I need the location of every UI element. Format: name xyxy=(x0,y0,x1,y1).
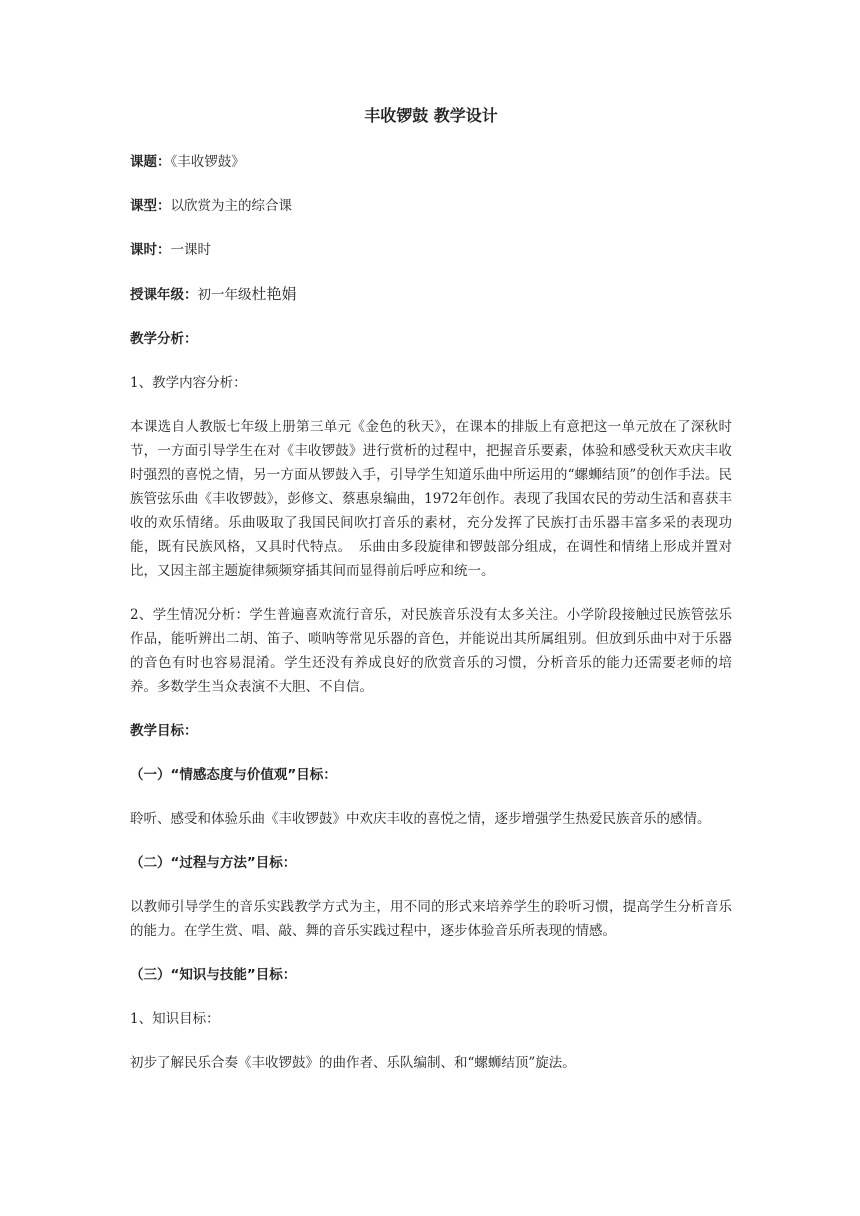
grade-line xyxy=(130,282,732,307)
lesson-type-value: 以欣赏为主的综合课 xyxy=(170,198,292,214)
emotion-goal-heading: （一）“情感态度与价值观”目标： xyxy=(130,767,337,783)
student-analysis-paragraph: 2、学生情况分析：学生普遍喜欢流行音乐，对民族音乐没有太多关注。小学阶段接触过民族管弦乐作品，能听辨出二胡、笛子、唢呐等常见乐器的音色，并能说出其所属组别。但放到乐曲中对于乐器的音色有时也容易混淆。学生还没有养成良好的欣赏音乐的习惯，分析音乐的能力还需要老师的培养。多数学生当众表演不大胆、不自信。 xyxy=(130,607,732,695)
goals-heading: 教学目标： xyxy=(130,723,198,739)
emotion-goal-paragraph: 聆听、感受和体验乐曲《丰收锣鼓》中欢庆丰收的喜悦之情，逐步增强学生热爱民族音乐的感情。 xyxy=(130,811,711,827)
class-hours-line xyxy=(130,238,732,262)
topic-value: 《丰收锣鼓》 xyxy=(170,154,245,170)
topic-line xyxy=(130,150,732,174)
class-hours-label: 课时： xyxy=(130,242,171,258)
document-body xyxy=(130,104,732,1095)
analysis-heading: 教学分析： xyxy=(130,331,198,347)
topic-label: 课题： xyxy=(130,154,171,170)
knowledge-subheading: 1、知识目标： xyxy=(130,1011,220,1027)
knowledge-goal-paragraph: 初步了解民乐合奏《丰收锣鼓》的曲作者、乐队编制、和“螺蛳结顶”旋法。 xyxy=(130,1055,576,1071)
knowledge-goal-heading: （三）“知识与技能”目标： xyxy=(130,967,297,983)
class-hours-value: 一课时 xyxy=(170,242,211,258)
process-goal-paragraph: 以教师引导学生的音乐实践教学方式为主，用不同的形式来培养学生的聆听习惯，提高学生分析音乐的能力。在学生赏、唱、敲、舞的音乐实践过程中，逐步体验音乐所表现的情感。 xyxy=(130,899,732,939)
content-analysis-heading: 1、教学内容分析： xyxy=(130,375,247,391)
process-goal-heading: （二）“过程与方法”目标： xyxy=(130,855,297,871)
document-title: 丰收锣鼓 教学设计 xyxy=(364,106,498,125)
teacher-name: 杜艳娟 xyxy=(251,285,297,303)
grade-label: 授课年级： xyxy=(130,287,198,303)
lesson-type-line xyxy=(130,194,732,218)
content-analysis-paragraph: 本课选自人教版七年级上册第三单元《金色的秋天》，在课本的排版上有意把这一单元放在了深秋时节，一方面引导学生在对《丰收锣鼓》进行赏析的过程中，把握音乐要素，体验和感受秋天欢庆丰收时强烈的喜悦之情，另一方面从锣鼓入手，引导学生知道乐曲中所运用的“螺蛳结顶”的创作手法。民族管弦乐曲《丰收锣鼓》，彭修文、蔡惠泉编曲，1972年创作。表现了我国农民的劳动生活和喜获丰收的欢乐情绪。乐曲吸取了我国民间吹打音乐的素材，充分发挥了民族打击乐器丰富多采的表现功能，既有民族风格，又具时代特点。 乐曲由多段旋律和锣鼓部分组成，在调性和情绪上形成并置对比，又因主部主题旋律频频穿插其间而显得前后呼应和统一。 xyxy=(130,419,732,579)
lesson-type-label: 课型： xyxy=(130,198,171,214)
grade-value: 初一年级 xyxy=(197,287,252,303)
